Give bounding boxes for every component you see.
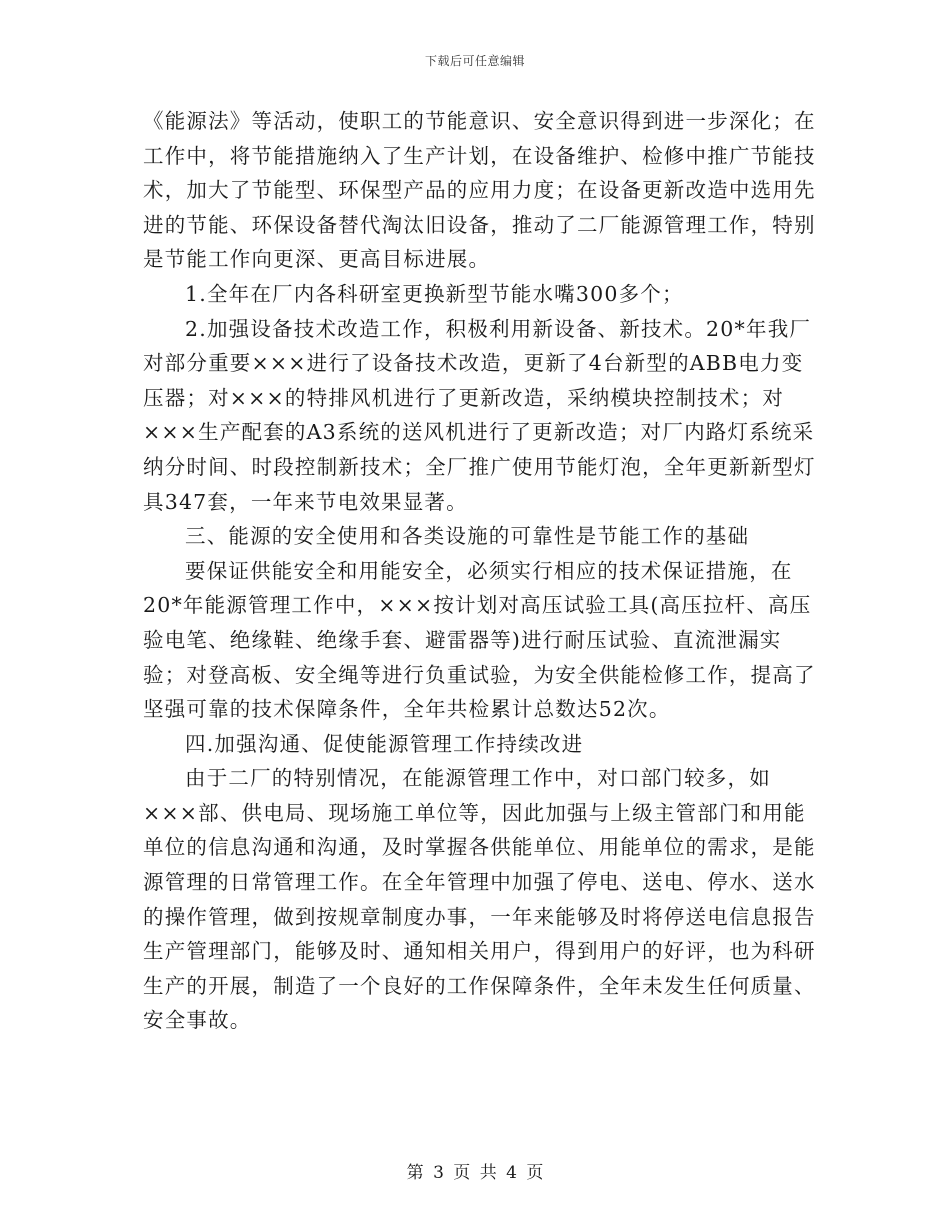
- paragraph-communication: 由于二厂的特别情况，在能源管理工作中，对口部门较多，如×××部、供电局、现场施工单位等，因此加强与上级主管部门和用能单位的信息沟通和沟通，及时掌握各供能单位、用能单位的需求，是能源管理的日常管理工作。在全年管理中加强了停电、送电、停水、送水的操作管理，做到按规章制度办事，一年来能够及时将停送电信息报告生产管理部门，能够及时、通知相关用户，得到用户的好评，也为科研生产的开展，制造了一个良好的工作保障条件，全年未发生任何质量、安全事故。: [143, 766, 816, 1033]
- paragraph-energy-law: 《能源法》等活动，使职工的节能意识、安全意识得到进一步深化；在工作中，将节能措施纳入了生产计划，在设备维护、检修中推广节能技术，加大了节能型、环保型产品的应用力度；在设备更新改造中选用先进的节能、环保设备替代淘汰旧设备，推动了二厂能源管理工作，特别是节能工作向更深、更高目标进展。: [143, 109, 816, 272]
- paragraph-safety: 要保证供能安全和用能安全，必须实行相应的技术保证措施，在20*年能源管理工作中，×××按计划对高压试验工具(高压拉杆、高压验电笔、绝缘鞋、绝缘手套、避雷器等)进行耐压试验、直流泄漏实验；对登高板、安全绳等进行负重试验，为安全供能检修工作，提高了坚强可靠的技术保障条件，全年共检累计总数达52次。: [143, 558, 816, 722]
- paragraph-item-2: 2.加强设备技术改造工作，积极利用新设备、新技术。20*年我厂对部分重要×××进行了设备技术改造，更新了4台新型的ABB电力变压器；对×××的特排风机进行了更新改造，采纳模块控制技术；对×××生产配套的A3系统的送风机进行了更新改造；对厂内路灯系统采纳分时间、时段控制新技术；全厂推广使用节能灯泡，全年更新新型灯具347套，一年来节电效果显著。: [143, 316, 816, 514]
- page-header: 下载后可任意编辑: [424, 54, 525, 68]
- section-heading-3: 三、能源的安全使用和各类设施的可靠性是节能工作的基础: [185, 524, 750, 549]
- page-footer: 第 3 页 共 4 页: [406, 1163, 544, 1183]
- paragraph-item-1: 1.全年在厂内各科研室更换新型节能水嘴300多个；: [185, 281, 684, 306]
- section-heading-4: 四.加强沟通、促使能源管理工作持续改进: [185, 731, 584, 756]
- document-body: [143, 104, 823, 1038]
